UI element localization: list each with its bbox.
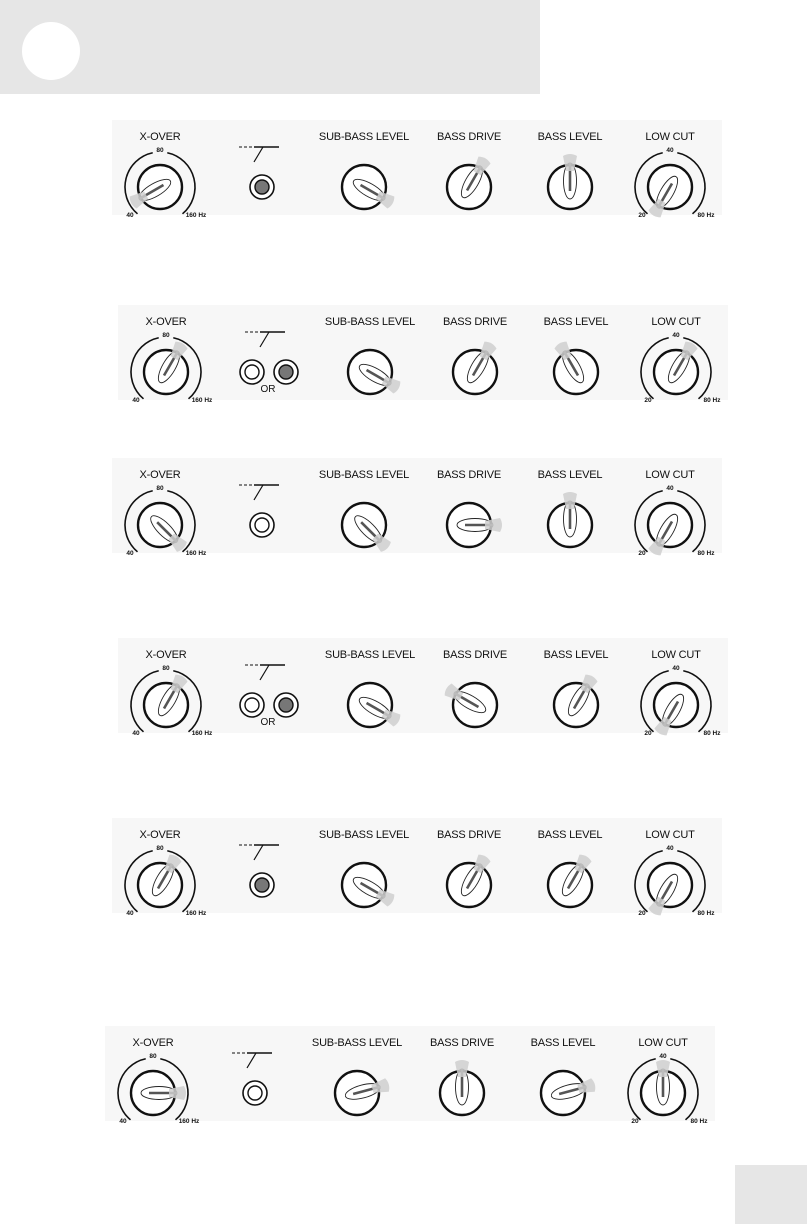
- bass-level-label: BASS LEVEL: [530, 1037, 596, 1049]
- sub-bass-level-label: SUB-BASS LEVEL: [324, 649, 416, 661]
- xover-knob: [138, 853, 183, 907]
- lowcut-scale-max: 80 Hz: [697, 910, 715, 917]
- settings-row: [118, 638, 728, 737]
- bass-drive-knob: [443, 682, 497, 727]
- lowcut-scale-mid: 40: [666, 485, 674, 492]
- bass-drive-knob: [453, 340, 498, 394]
- bass-drive-label: BASS DRIVE: [436, 469, 502, 481]
- lowcut-scale-max: 80 Hz: [697, 212, 715, 219]
- xover-scale-mid: 80: [149, 1053, 157, 1060]
- lowcut-scale-max: 80 Hz: [703, 397, 721, 404]
- xover-knob: [138, 503, 188, 553]
- low-cut-label: LOW CUT: [645, 829, 695, 841]
- sub-bass-level-label: SUB-BASS LEVEL: [311, 1037, 403, 1049]
- xover-scale-max: 160 Hz: [185, 550, 207, 557]
- or-label: OR: [260, 717, 276, 728]
- xover-label: X-OVER: [139, 829, 181, 841]
- xover-knob: [144, 673, 189, 727]
- switch-led: [250, 873, 274, 897]
- switch-symbol: [245, 332, 285, 347]
- xover-scale-mid: 80: [156, 485, 164, 492]
- sub-bass-level-knob: [342, 863, 396, 908]
- xover-scale-min: 40: [132, 397, 140, 404]
- page-number-circle: [22, 22, 80, 80]
- bass-level-knob: [553, 340, 598, 394]
- xover-scale-min: 40: [119, 1118, 127, 1125]
- xover-scale-min: 40: [126, 212, 134, 219]
- sub-bass-level-label: SUB-BASS LEVEL: [324, 316, 416, 328]
- bass-drive-knob: [447, 853, 492, 907]
- settings-row: [112, 458, 722, 557]
- switch-led-off: [240, 360, 264, 384]
- switch-led-on: [274, 693, 298, 717]
- switch-led: [250, 513, 274, 537]
- lowcut-scale-min: 20: [638, 550, 646, 557]
- bass-drive-label: BASS DRIVE: [429, 1037, 495, 1049]
- bass-drive-knob: [440, 1060, 484, 1115]
- xover-scale-mid: 80: [156, 147, 164, 154]
- sub-bass-level-label: SUB-BASS LEVEL: [318, 829, 410, 841]
- switch-led-off: [240, 693, 264, 717]
- low-cut-label: LOW CUT: [645, 469, 695, 481]
- bass-drive-label: BASS DRIVE: [436, 131, 502, 143]
- switch-symbol: [239, 845, 279, 860]
- bass-level-knob: [548, 853, 593, 907]
- lowcut-scale-max: 80 Hz: [703, 730, 721, 737]
- bass-level-label: BASS LEVEL: [537, 131, 603, 143]
- xover-label: X-OVER: [145, 316, 187, 328]
- header-band: [0, 0, 540, 94]
- lowcut-scale-mid: 40: [672, 665, 680, 672]
- lowcut-scale-min: 20: [638, 212, 646, 219]
- lowcut-knob: [641, 1060, 685, 1115]
- lowcut-knob: [654, 340, 699, 394]
- bass-level-label: BASS LEVEL: [537, 469, 603, 481]
- bass-drive-knob: [447, 503, 502, 547]
- lowcut-scale-min: 20: [631, 1118, 639, 1125]
- switch-symbol: [239, 147, 279, 162]
- lowcut-scale-mid: 40: [672, 332, 680, 339]
- xover-knob: [131, 1071, 186, 1115]
- xover-scale-min: 40: [126, 550, 134, 557]
- xover-scale-mid: 80: [162, 665, 170, 672]
- bass-level-knob: [548, 492, 592, 547]
- xover-label: X-OVER: [145, 649, 187, 661]
- bass-level-label: BASS LEVEL: [537, 829, 603, 841]
- bass-drive-label: BASS DRIVE: [442, 316, 508, 328]
- sub-bass-level-knob: [342, 165, 396, 210]
- lowcut-scale-max: 80 Hz: [697, 550, 715, 557]
- xover-knob: [144, 340, 189, 394]
- lowcut-scale-mid: 40: [666, 147, 674, 154]
- corner-tab: [735, 1165, 807, 1224]
- xover-label: X-OVER: [139, 469, 181, 481]
- sub-bass-level-knob: [335, 1071, 391, 1115]
- lowcut-scale-min: 20: [644, 730, 652, 737]
- lowcut-scale-min: 20: [644, 397, 652, 404]
- sub-bass-level-knob: [342, 503, 392, 553]
- switch-symbol: [232, 1053, 272, 1068]
- bass-level-knob: [554, 673, 599, 727]
- lowcut-scale-mid: 40: [659, 1053, 667, 1060]
- switch-led: [243, 1081, 267, 1105]
- bass-drive-knob: [447, 155, 492, 209]
- sub-bass-level-label: SUB-BASS LEVEL: [318, 469, 410, 481]
- sub-bass-level-knob: [348, 683, 402, 728]
- lowcut-knob: [647, 165, 692, 219]
- settings-row: [112, 120, 722, 219]
- xover-scale-min: 40: [132, 730, 140, 737]
- lowcut-scale-max: 80 Hz: [690, 1118, 708, 1125]
- low-cut-label: LOW CUT: [651, 649, 701, 661]
- xover-scale-max: 160 Hz: [185, 910, 207, 917]
- xover-scale-max: 160 Hz: [191, 397, 213, 404]
- sub-bass-level-label: SUB-BASS LEVEL: [318, 131, 410, 143]
- low-cut-label: LOW CUT: [638, 1037, 688, 1049]
- bass-level-label: BASS LEVEL: [543, 316, 609, 328]
- switch-led: [250, 175, 274, 199]
- xover-scale-mid: 80: [156, 845, 164, 852]
- or-label: OR: [260, 384, 276, 395]
- switch-symbol: [245, 665, 285, 680]
- low-cut-label: LOW CUT: [651, 316, 701, 328]
- lowcut-knob: [653, 683, 698, 737]
- bass-drive-label: BASS DRIVE: [436, 829, 502, 841]
- xover-label: X-OVER: [139, 131, 181, 143]
- lowcut-knob: [647, 503, 692, 557]
- switch-led-on: [274, 360, 298, 384]
- xover-scale-min: 40: [126, 910, 134, 917]
- bass-level-knob: [541, 1071, 597, 1115]
- lowcut-knob: [647, 863, 692, 917]
- lowcut-scale-mid: 40: [666, 845, 674, 852]
- bass-level-knob: [548, 154, 592, 209]
- sub-bass-level-knob: [348, 350, 402, 395]
- switch-symbol: [239, 485, 279, 500]
- low-cut-label: LOW CUT: [645, 131, 695, 143]
- xover-knob: [128, 165, 182, 210]
- xover-scale-max: 160 Hz: [185, 212, 207, 219]
- lowcut-scale-min: 20: [638, 910, 646, 917]
- settings-row: [118, 305, 728, 404]
- xover-scale-max: 160 Hz: [191, 730, 213, 737]
- xover-scale-mid: 80: [162, 332, 170, 339]
- xover-scale-max: 160 Hz: [178, 1118, 200, 1125]
- bass-drive-label: BASS DRIVE: [442, 649, 508, 661]
- settings-row: [105, 1026, 715, 1125]
- settings-row: [112, 818, 722, 917]
- xover-label: X-OVER: [132, 1037, 174, 1049]
- bass-level-label: BASS LEVEL: [543, 649, 609, 661]
